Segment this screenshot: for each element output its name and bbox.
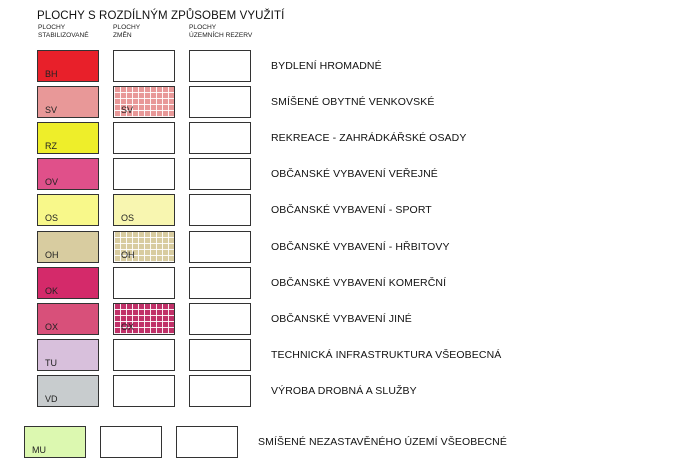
stabilized-area-swatch	[37, 158, 99, 190]
land-use-label: OBČANSKÉ VYBAVENÍ VEŘEJNÉ	[271, 168, 438, 180]
land-use-label: OBČANSKÉ VYBAVENÍ - HŘBITOVY	[271, 241, 450, 253]
land-use-label: VÝROBA DROBNÁ A SLUŽBY	[271, 385, 417, 397]
stabilized-area-swatch	[37, 50, 99, 82]
stabilized-area-swatch	[37, 122, 99, 154]
land-use-label: OBČANSKÉ VYBAVENÍ - SPORT	[271, 204, 432, 216]
stabilized-area-swatch	[37, 231, 99, 263]
change-area-swatch	[113, 194, 175, 226]
stabilized-area-swatch	[37, 375, 99, 407]
land-use-label: OBČANSKÉ VYBAVENÍ JINÉ	[271, 313, 412, 325]
stabilized-area-swatch	[37, 303, 99, 335]
reserve-area-swatch	[189, 267, 251, 299]
land-use-code: OS	[121, 213, 135, 223]
land-use-code: MU	[32, 445, 46, 455]
land-use-code: OH	[121, 250, 135, 260]
change-area-swatch	[113, 158, 175, 190]
land-use-code: VD	[45, 394, 58, 404]
stabilized-area-swatch	[24, 426, 86, 458]
change-area-swatch	[113, 375, 175, 407]
change-area-swatch	[113, 86, 175, 118]
reserve-area-swatch	[189, 50, 251, 82]
land-use-label: BYDLENÍ HROMADNÉ	[271, 60, 382, 72]
stabilized-area-swatch	[37, 194, 99, 226]
land-use-code: TU	[45, 358, 57, 368]
legend-title: PLOCHY S ROZDÍLNÝM ZPŮSOBEM VYUŽITÍ	[37, 10, 285, 22]
change-area-swatch	[113, 267, 175, 299]
land-use-label: TECHNICKÁ INFRASTRUKTURA VŠEOBECNÁ	[271, 349, 502, 361]
land-use-code: OS	[45, 213, 59, 223]
stabilized-area-swatch	[37, 86, 99, 118]
reserve-area-swatch	[189, 86, 251, 118]
land-use-code: SV	[121, 105, 134, 115]
land-use-code: OX	[121, 322, 135, 332]
change-area-swatch	[113, 50, 175, 82]
land-use-code: RZ	[45, 141, 57, 151]
reserve-area-swatch	[189, 375, 251, 407]
land-use-label: REKREACE - ZAHRÁDKÁŘSKÉ OSADY	[271, 132, 467, 144]
reserve-area-swatch	[189, 194, 251, 226]
land-use-code: SV	[45, 105, 58, 115]
land-use-code: OK	[45, 286, 59, 296]
reserve-area-swatch	[189, 158, 251, 190]
column-header-stabilized: PLOCHY STABILIZOVANÉ	[38, 24, 89, 39]
reserve-area-swatch	[189, 231, 251, 263]
stabilized-area-swatch	[37, 267, 99, 299]
land-use-code: OV	[45, 177, 59, 187]
land-use-label: SMÍŠENÉ OBYTNÉ VENKOVSKÉ	[271, 96, 435, 108]
reserve-area-swatch	[176, 426, 238, 458]
change-area-swatch	[113, 339, 175, 371]
land-use-code: OH	[45, 250, 59, 260]
land-use-code: BH	[45, 69, 58, 79]
reserve-area-swatch	[189, 122, 251, 154]
reserve-area-swatch	[189, 339, 251, 371]
change-area-swatch	[113, 122, 175, 154]
land-use-label: SMÍŠENÉ NEZASTAVĚNÉHO ÚZEMÍ VŠEOBECNÉ	[258, 436, 507, 448]
column-header-changes: PLOCHY ZMĚN	[113, 24, 141, 39]
change-area-swatch	[113, 231, 175, 263]
land-use-label: OBČANSKÉ VYBAVENÍ KOMERČNÍ	[271, 277, 447, 289]
column-header-reserves: PLOCHY ÚZEMNÍCH REZERV	[189, 24, 253, 39]
change-area-swatch	[100, 426, 162, 458]
change-area-swatch	[113, 303, 175, 335]
land-use-code: OX	[45, 322, 59, 332]
stabilized-area-swatch	[37, 339, 99, 371]
reserve-area-swatch	[189, 303, 251, 335]
